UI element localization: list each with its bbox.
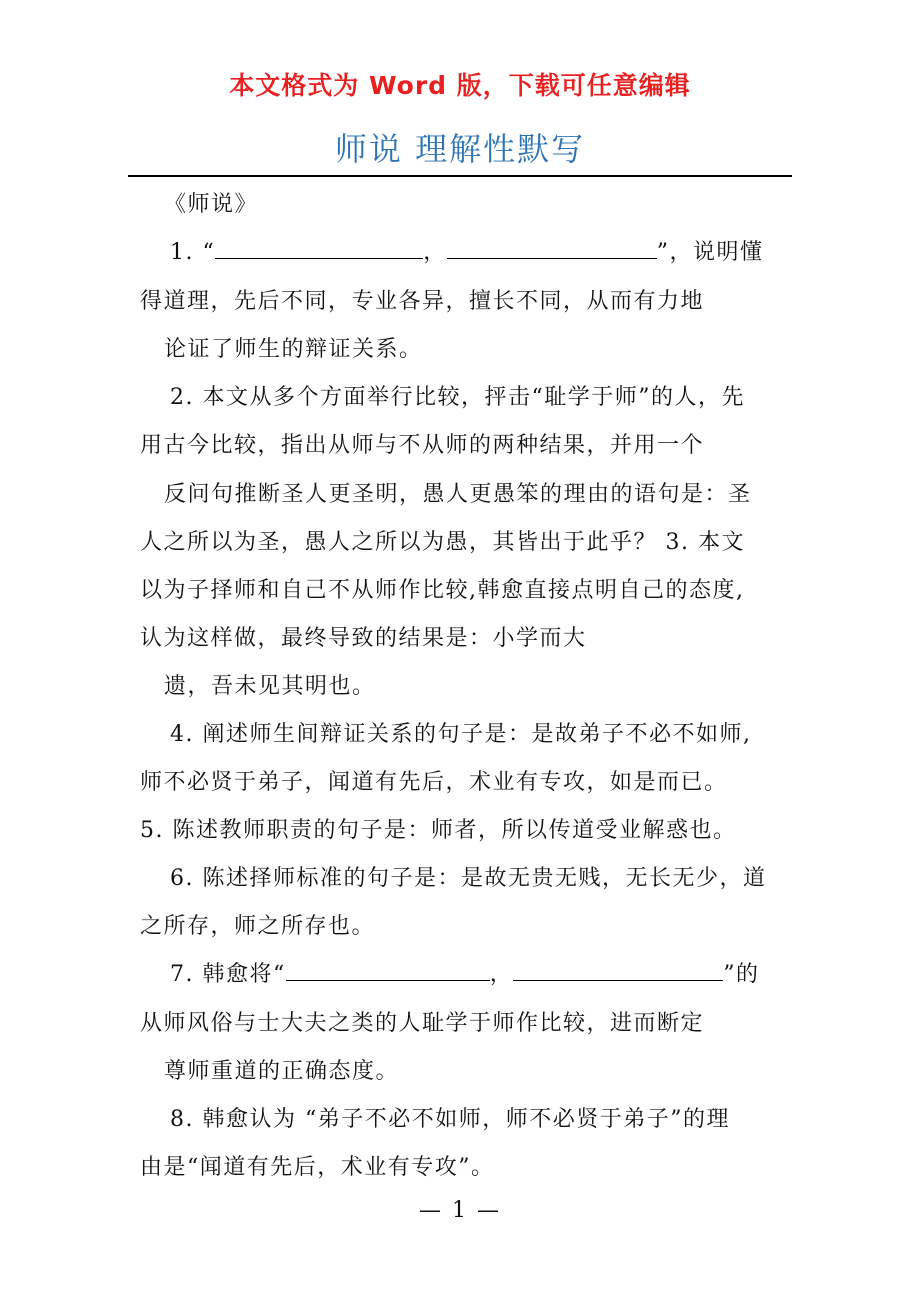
question-2-line-3: 反问句推断圣人更圣明，愚人更愚笨的理由的语句是：圣 [164,482,752,507]
question-3-line-2: 认为这样做，最终导致的结果是：小学而大 [140,626,587,651]
answer-blank-1b[interactable] [447,238,657,259]
question-2-line-1: 2. 本文从多个方面举行比较，抨击“耻学于师”的人，先 [170,385,745,410]
question-1-line-3: 论证了师生的辩证关系。 [164,337,423,362]
answer-blank-7a[interactable] [286,960,490,981]
question-7-prefix: 7. 韩愈将“ [170,962,286,987]
question-7-line-3: 尊师重道的正确态度。 [164,1059,400,1084]
question-2-line-4: 人之所以为圣，愚人之所以为愚，其皆出于此乎？ 3. 本文 [140,530,745,555]
question-4-line-2: 师不必贤于弟子，闻道有先后，术业有专攻，如是而已。 [140,770,728,795]
page-number: — 1 — [419,1198,501,1223]
question-3-line-3: 遗，吾未见其明也。 [164,674,376,699]
question-1-sep: ， [423,240,447,265]
question-8-line-2: 由是“闻道有先后，术业有专攻”。 [140,1155,495,1180]
answer-blank-1a[interactable] [215,238,423,259]
question-7-line-1 [170,960,760,990]
question-4-line-1: 4. 阐述师生间辩证关系的句子是：是故弟子不必不如师, [170,722,752,747]
answer-blank-7b[interactable] [513,960,723,981]
question-1-suffix: ”，说明懂 [656,240,764,265]
question-1-line-2: 得道理，先后不同，专业各异，擅长不同，从而有力地 [140,289,705,314]
question-1-line-1 [170,238,764,268]
question-2-line-2: 用古今比较，指出从师与不从师的两种结果，并用一个 [140,433,705,458]
question-6-line-1: 6. 陈述择师标准的句子是：是故无贵无贱，无长无少，道 [170,866,767,891]
question-7-sep: ， [489,962,514,987]
download-banner: 本文格式为 Word 版，下载可任意编辑 [229,71,691,100]
question-3-line-1: 以为子择师和自己不从师作比较,韩愈直接点明自己的态度, [140,578,745,603]
question-1-prefix: 1. “ [170,240,216,265]
page-title: 师说 理解性默写 [334,130,586,168]
question-5-line-1: 5. 陈述教师职责的句子是：师者，所以传道受业解惑也。 [140,818,737,843]
question-7-suffix: ”的 [723,962,760,987]
question-7-line-2: 从师风俗与士大夫之类的人耻学于师作比较，进而断定 [140,1011,705,1036]
question-6-line-2: 之所存，师之所存也。 [140,914,376,939]
title-divider [128,175,792,177]
section-title: 《师说》 [164,192,259,217]
question-8-line-1: 8. 韩愈认为 “弟子不必不如师，师不必贤于弟子”的理 [170,1107,730,1132]
